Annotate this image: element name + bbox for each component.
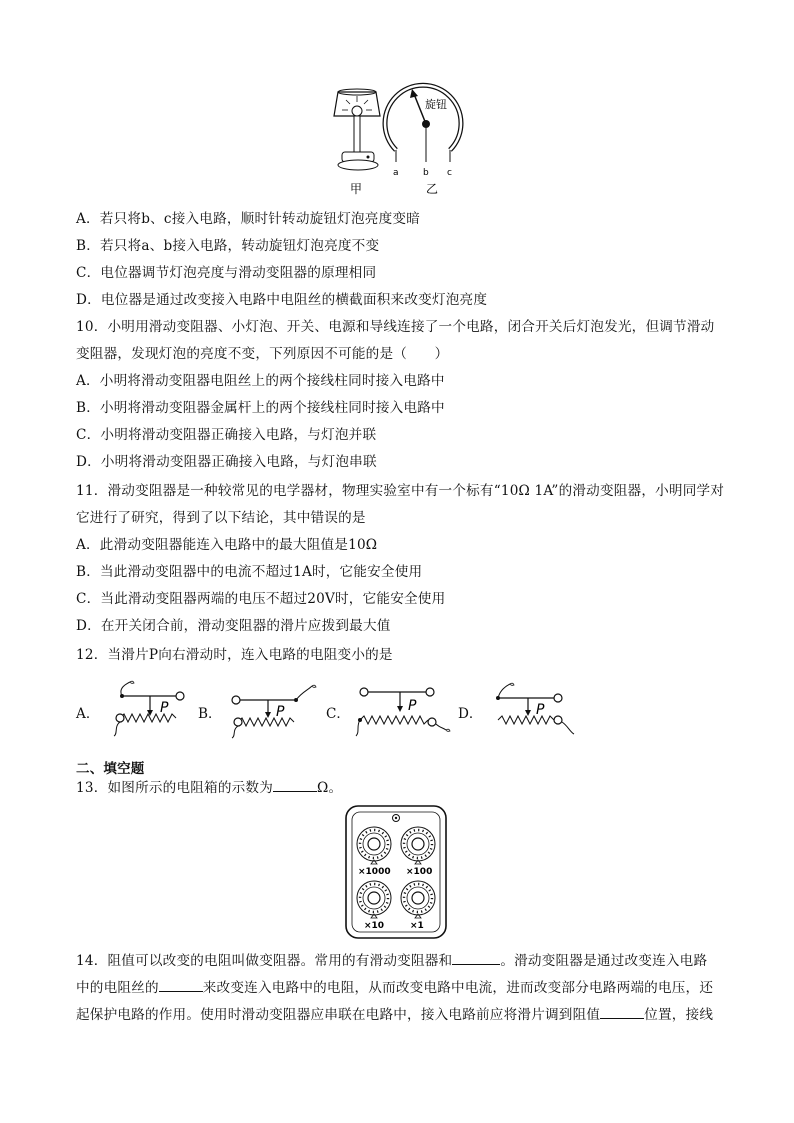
- q11-stem-line2: 它进行了研究，得到了以下结论，其中错误的是: [76, 510, 366, 526]
- q10-option-a: A．小明将滑动变阻器电阻丝上的两个接线柱同时接入电路中: [76, 373, 445, 389]
- rheostat-a-diagram: [108, 678, 198, 740]
- q10-option-d: D．小明将滑动变阻器正确接入电路，与灯泡串联: [76, 454, 377, 470]
- q14-line2-b: 来改变连入电路中的电阻，从而改变电路中电流，进而改变部分电路两端的电压，还: [202, 980, 714, 996]
- q14-blank-2[interactable]: [159, 977, 203, 992]
- q14-line1-a: 14．阻值可以改变的电阻叫做变阻器。常用的有滑动变阻器和: [76, 953, 453, 969]
- q14-line1: [76, 950, 707, 970]
- q10-option-c: C．小明将滑动变阻器正确接入电路，与灯泡并联: [76, 427, 377, 443]
- q12-letter-c: C．: [326, 706, 350, 722]
- q12-stem: 12．当滑片P向右滑动时，连入电路的电阻变小的是: [76, 647, 393, 663]
- q14-line3-a: 起保护电路的作用。使用时滑动变阻器应串联在电路中，接入电路前应将滑片调到阻值: [76, 1007, 601, 1023]
- q13-line: [76, 777, 342, 797]
- q10-stem-line1: 10．小明用滑动变阻器、小灯泡、开关、电源和导线连接了一个电路，闭合开关后灯泡发光，但调节滑动: [76, 319, 715, 335]
- terminal-b: b: [423, 168, 429, 178]
- q10-stem-line2: 变阻器，发现灯泡的亮度不变，下列原因不可能的是（ ）: [76, 346, 449, 362]
- q14-line3-b: 位置，接线: [644, 1007, 714, 1023]
- q9-option-b: B．若只将a、b接入电路，转动旋钮灯泡亮度不变: [76, 238, 380, 254]
- rheostat-d-diagram: [488, 678, 580, 740]
- q9-option-c: C．电位器调节灯泡亮度与滑动变阻器的原理相同: [76, 265, 377, 281]
- dial-label-10: ×10: [364, 921, 385, 931]
- q11-stem-line1: 11．滑动变阻器是一种较常见的电学器材，物理实验室中有一个标有“10Ω 1A”的滑动变阻器，小明同学对: [76, 483, 725, 499]
- q9-option-d: D．电位器是通过改变接入电路中电阻丝的横截面积来改变灯泡亮度: [76, 292, 488, 308]
- q14-blank-3[interactable]: [600, 1004, 644, 1019]
- q14-line2-a: 中的电阻丝的: [76, 980, 159, 996]
- label-yi: 乙: [426, 182, 439, 196]
- rheostat-b-p-label: P: [276, 704, 285, 720]
- q9-option-a: A．若只将b、c接入电路，顺时针转动旋钮灯泡亮度变暗: [76, 211, 420, 227]
- q10-option-b: B．小明将滑动变阻器金属杆上的两个接线柱同时接入电路中: [76, 400, 445, 416]
- q13-text-before: 13．如图所示的电阻箱的示数为: [76, 780, 274, 796]
- dial-label-1: ×1: [410, 921, 424, 931]
- rheostat-d-p-label: P: [536, 702, 545, 718]
- resistance-box-figure: [344, 804, 448, 940]
- rheostat-c-diagram: [354, 680, 454, 742]
- q11-option-c: C．当此滑动变阻器两端的电压不超过20V时，它能安全使用: [76, 591, 446, 607]
- knob-label: 旋钮: [425, 98, 447, 111]
- q14-line1-b: 。滑动变阻器是通过改变连入电路: [500, 953, 708, 969]
- q13-answer-blank[interactable]: [273, 777, 317, 792]
- rheostat-b-diagram: [228, 678, 324, 740]
- q11-option-b: B．当此滑动变阻器中的电流不超过1A时，它能安全使用: [76, 564, 423, 580]
- q12-letter-a: A．: [76, 706, 100, 722]
- label-jia: 甲: [350, 182, 363, 196]
- q13-text-after: Ω。: [317, 780, 343, 796]
- q14-line3: [76, 1004, 713, 1024]
- terminal-a: a: [393, 168, 399, 178]
- dial-label-1000: ×1000: [358, 867, 391, 877]
- rheostat-a-p-label: P: [160, 700, 169, 716]
- dial-label-100: ×100: [406, 867, 433, 877]
- section-fill-in-title: 二、填空题: [76, 761, 145, 777]
- q11-option-a: A．此滑动变阻器能连入电路中的最大阻值是10Ω: [76, 537, 378, 553]
- q14-line2: [76, 977, 713, 997]
- q14-blank-1[interactable]: [452, 950, 500, 965]
- terminal-c: c: [447, 168, 452, 178]
- q12-letter-d: D．: [458, 706, 483, 722]
- rheostat-c-p-label: P: [408, 698, 417, 714]
- q12-letter-b: B．: [198, 706, 222, 722]
- q11-option-d: D．在开关闭合前，滑动变阻器的滑片应拨到最大值: [76, 618, 391, 634]
- lamp-potentiometer-figure: [328, 82, 468, 200]
